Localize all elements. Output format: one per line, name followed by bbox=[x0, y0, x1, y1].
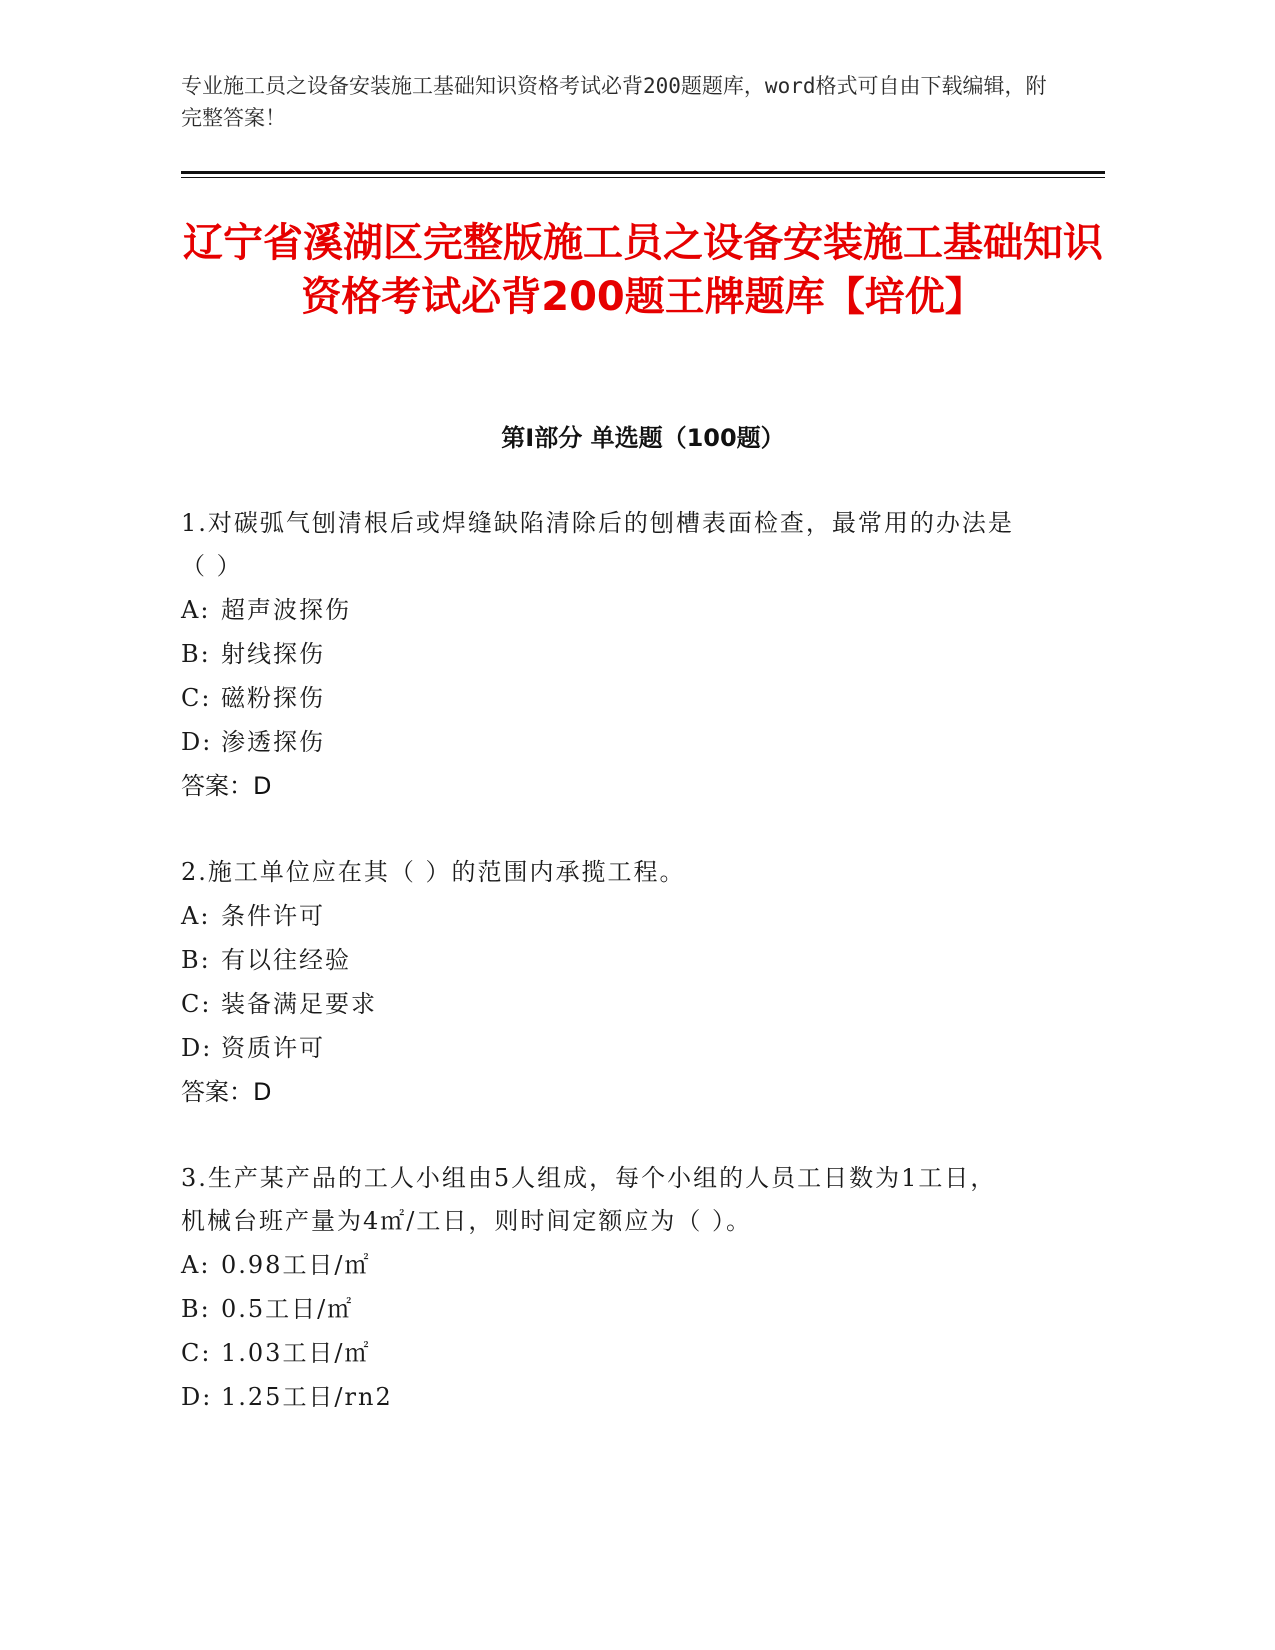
option-c bbox=[181, 982, 1021, 1026]
header-divider-thick bbox=[181, 171, 1105, 174]
option-key: A: bbox=[181, 596, 211, 624]
option-key: B: bbox=[181, 640, 211, 668]
option-text: 1.25工日/rn2 bbox=[221, 1383, 393, 1411]
option-text: 0.5工日/㎡ bbox=[221, 1295, 354, 1323]
option-text: 资质许可 bbox=[221, 1034, 325, 1062]
option-b bbox=[181, 938, 1021, 982]
question-stem: 3.生产某产品的工人小组由5人组成，每个小组的人员工日数为1工日，机械台班产量为4㎡/工日，则时间定额应为（ ）。 bbox=[181, 1164, 997, 1235]
option-key: C: bbox=[181, 990, 212, 1018]
option-key: D: bbox=[181, 1383, 213, 1411]
question-stem: 2.施工单位应在其（ ）的范围内承揽工程。 bbox=[181, 858, 686, 886]
option-text: 条件许可 bbox=[221, 902, 325, 930]
option-d bbox=[181, 1026, 1021, 1070]
option-text: 1.03工日/㎡ bbox=[221, 1339, 371, 1367]
header-text: 专业施工员之设备安装施工基础知识资格考试必背200题题库，word格式可自由下载编辑，附完整答案！ bbox=[181, 74, 1047, 130]
option-text: 有以往经验 bbox=[221, 946, 351, 974]
section-heading: 第Ⅰ部分 单选题（100题） bbox=[501, 424, 785, 452]
option-b bbox=[181, 632, 1021, 676]
option-c bbox=[181, 676, 1021, 720]
option-d bbox=[181, 720, 1021, 764]
document-header bbox=[181, 70, 1061, 134]
option-d bbox=[181, 1375, 1021, 1419]
option-text: 渗透探伤 bbox=[221, 728, 325, 756]
option-key: A: bbox=[181, 1251, 211, 1279]
option-a bbox=[181, 588, 1021, 632]
option-key: D: bbox=[181, 728, 213, 756]
option-key: C: bbox=[181, 1339, 212, 1367]
answer-text: 答案：D bbox=[181, 1078, 272, 1106]
question-1 bbox=[181, 502, 1021, 808]
option-c bbox=[181, 1331, 1021, 1375]
option-key: B: bbox=[181, 946, 211, 974]
option-text: 超声波探伤 bbox=[221, 596, 351, 624]
option-key: C: bbox=[181, 684, 212, 712]
option-text: 装备满足要求 bbox=[221, 990, 377, 1018]
option-key: B: bbox=[181, 1295, 211, 1323]
option-key: D: bbox=[181, 1034, 213, 1062]
option-b bbox=[181, 1287, 1021, 1331]
option-text: 0.98工日/㎡ bbox=[221, 1251, 371, 1279]
question-list bbox=[181, 502, 1021, 1462]
question-stem: 1.对碳弧气刨清根后或焊缝缺陷清除后的刨槽表面检查，最常用的办法是（ ） bbox=[181, 509, 1014, 580]
option-text: 射线探伤 bbox=[221, 640, 325, 668]
option-a bbox=[181, 894, 1021, 938]
header-divider-thin bbox=[181, 177, 1105, 178]
answer-text: 答案：D bbox=[181, 772, 272, 800]
question-2 bbox=[181, 851, 1021, 1114]
option-key: A: bbox=[181, 902, 211, 930]
option-text: 磁粉探伤 bbox=[221, 684, 325, 712]
document-title: 辽宁省溪湖区完整版施工员之设备安装施工基础知识资格考试必背200题王牌题库【培优】 bbox=[183, 220, 1103, 320]
option-a bbox=[181, 1243, 1021, 1287]
question-3 bbox=[181, 1157, 1021, 1419]
